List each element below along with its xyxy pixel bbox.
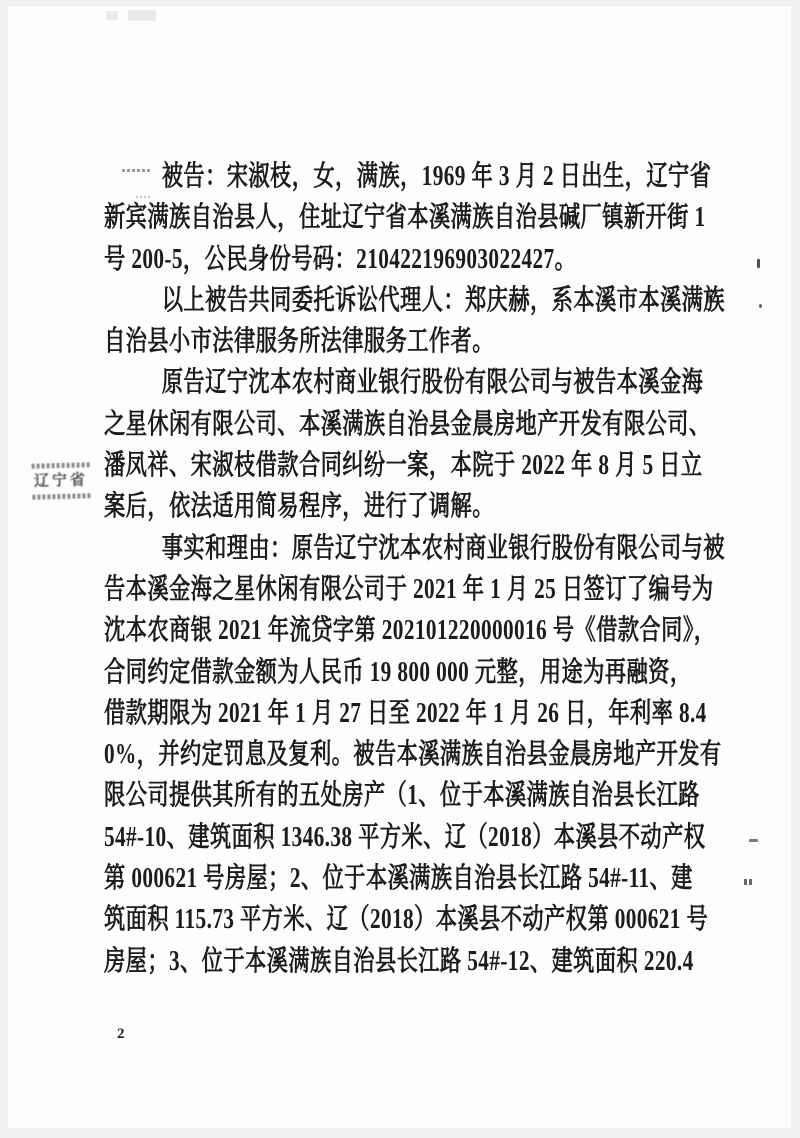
document-page (8, 6, 791, 1128)
text-line: 自治县小市法律服务所法律服务工作者。 (104, 326, 494, 358)
scan-artifact (128, 10, 156, 21)
text-line: 告本溪金海之星休闲有限公司于 2021 年 1 月 25 日签订了编号为 (104, 573, 714, 605)
text-line: 第 000621 号房屋；2、位于本溪满族自治县长江路 54#-11、建 (104, 863, 693, 895)
scan-artifact (106, 11, 118, 20)
text-line: 案后，依法适用简易程序，进行了调解。 (104, 491, 494, 523)
text-line: 合同约定借款金额为人民币 19 800 000 元整，用途为再融资， (104, 656, 692, 688)
text-line: 被告：宋淑枝，女，满族，1969 年 3 月 2 日出生，辽宁省 (161, 161, 712, 192)
stamp-small-text-row (32, 462, 90, 469)
document-body (104, 156, 744, 982)
text-line: 事实和理由：原告辽宁沈本农村商业银行股份有限公司与被 (161, 532, 725, 564)
text-line: 筑面积 115.73 平方米、辽（2018）本溪县不动产权第 000621 号 (104, 904, 709, 936)
text-line: 以上被告共同委托诉讼代理人：郑庆赫，系本溪市本溪满族 (161, 284, 725, 316)
text-line: 新宾满族自治县人，住址辽宁省本溪满族自治县碱厂镇新开街 1 (104, 202, 706, 234)
scan-artifact (744, 879, 752, 885)
text-line: 54#-10、建筑面积 1346.38 平方米、辽（2018）本溪县不动产权 (104, 821, 706, 853)
liaoning-province-stamp (29, 460, 92, 502)
text-line: 原告辽宁沈本农村商业银行股份有限公司与被告本溪金海 (161, 367, 704, 399)
text-line: 沈本农商银 2021 年流贷字第 202101220000016 号《借款合同》， (104, 615, 716, 647)
scan-artifact (759, 304, 762, 308)
scan-artifact (757, 259, 760, 268)
text-line: 之星休闲有限公司、本溪满族自治县金晨房地产开发有限公司、 (104, 408, 711, 440)
text-line: 潘凤祥、宋淑枝借款合同纠纷一案，本院于 2022 年 8 月 5 日立 (104, 450, 703, 482)
text-line: 0%，并约定罚息及复利。被告本溪满族自治县金晨房地产开发有 (104, 739, 722, 771)
text-line: 借款期限为 2021 年 1 月 27 日至 2022 年 1 月 26 日，年利率 8.4 (104, 697, 707, 729)
page-number: 2 (117, 1026, 125, 1042)
scan-artifact (749, 839, 758, 842)
stamp-small-text-row (32, 493, 90, 500)
stamp-text: 辽宁省 (33, 472, 89, 490)
text-line: 房屋；3、位于本溪满族自治县长江路 54#-12、建筑面积 220.4 (104, 945, 694, 977)
text-line: 限公司提供其所有的五处房产（1、位于本溪满族自治县长江路 (104, 780, 700, 812)
text-line: 号 200-5，公民身份号码：210422196903022427。 (104, 243, 577, 275)
